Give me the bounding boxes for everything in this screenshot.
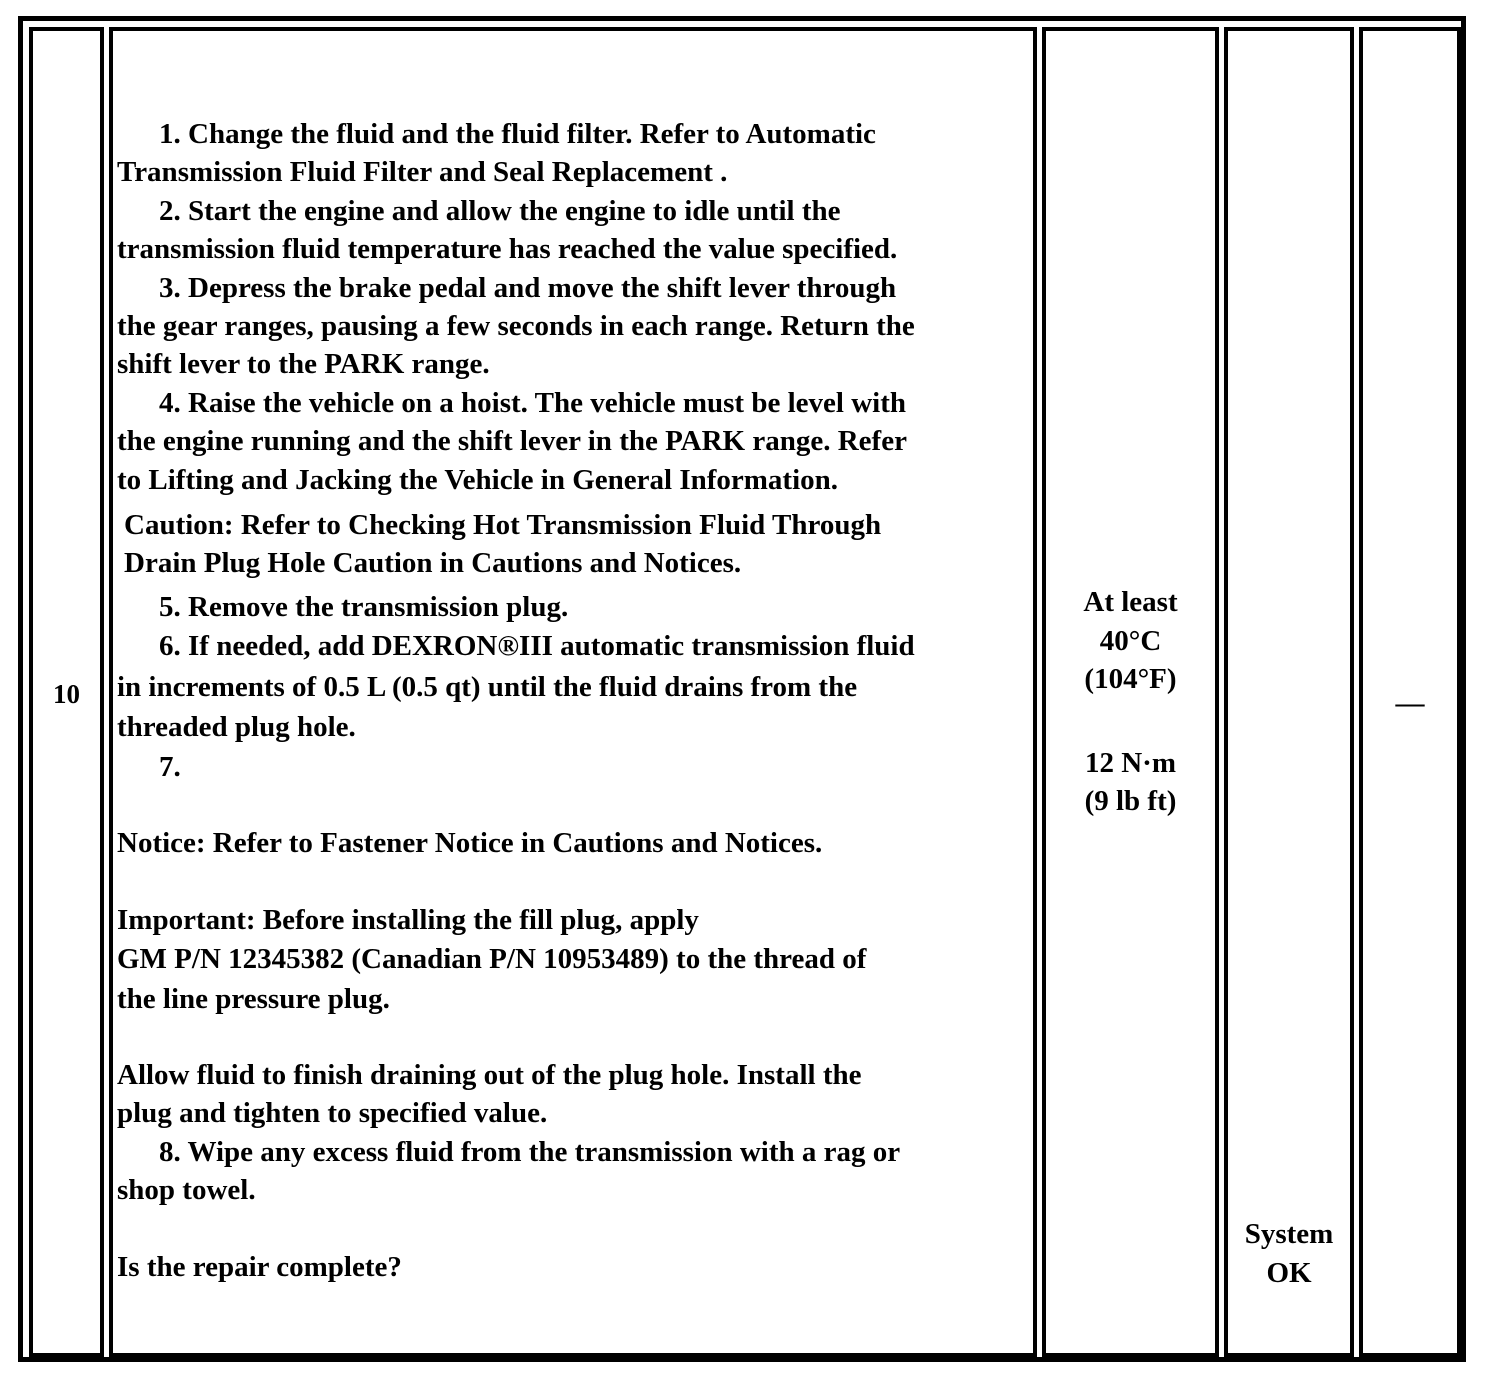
specified-values <box>1046 583 1215 821</box>
yes-result <box>1228 1215 1350 1292</box>
yes-result-line: OK <box>1266 1256 1312 1289</box>
step-column <box>29 27 104 1357</box>
temperature-value: At least <box>1083 586 1178 618</box>
action-column <box>109 27 1037 1357</box>
step-line: 6. If needed, add DEXRON®III automatic transmission fluid <box>159 630 915 663</box>
caution-line: Caution: Refer to Checking Hot Transmission Fluid Through <box>124 509 882 542</box>
step-line: the gear ranges, pausing a few seconds in each range. Return the <box>117 310 915 343</box>
caution-line: Drain Plug Hole Caution in Cautions and Notices. <box>124 547 742 580</box>
important-note: the line pressure plug. <box>117 982 390 1015</box>
important-note: Important: Before installing the fill plug, apply <box>117 903 699 936</box>
step-line: threaded plug hole. <box>117 711 356 744</box>
caution-note <box>117 506 1042 583</box>
notice-note: Notice: Refer to Fastener Notice in Cautions and Notices. <box>117 827 823 860</box>
step-line: 4. Raise the vehicle on a hoist. The vehicle must be level with <box>159 386 906 419</box>
step-line: 1. Change the fluid and the fluid filter. Refer to Automatic <box>159 118 876 150</box>
action-text <box>117 115 1042 1286</box>
step-line: Transmission Fluid Filter and Seal Replacement . <box>117 156 728 189</box>
important-note: GM P/N 12345382 (Canadian P/N 10953489) to the thread of <box>117 943 867 975</box>
step-line: plug and tighten to specified value. <box>117 1097 548 1130</box>
temperature-value: (104°F) <box>1084 663 1177 695</box>
step-line: shift lever to the PARK range. <box>117 348 490 381</box>
step-line: transmission fluid temperature has reached the value specified. <box>117 233 898 266</box>
step-line: Allow fluid to finish draining out of the plug hole. Install the <box>117 1058 862 1091</box>
torque-value: 12 N·m <box>1084 746 1177 779</box>
step-number: 10 <box>53 679 80 709</box>
yes-result-line: System <box>1244 1218 1334 1250</box>
step-line: the engine running and the shift lever in the PARK range. Refer <box>117 425 907 458</box>
step-line: shop towel. <box>117 1174 256 1207</box>
no-column <box>1359 27 1461 1357</box>
step-line: 8. Wipe any excess fluid from the transmission with a rag or <box>159 1135 901 1168</box>
temperature-value: 40°C <box>1099 624 1162 657</box>
question-line: Is the repair complete? <box>117 1250 402 1283</box>
step-line: 7. <box>159 750 181 783</box>
step-line: 3. Depress the brake pedal and move the shift lever through <box>159 271 897 304</box>
torque-value: (9 lb ft) <box>1084 785 1177 817</box>
no-result: — <box>1395 687 1425 719</box>
step-line: 5. Remove the transmission plug. <box>159 590 569 623</box>
step-line: in increments of 0.5 L (0.5 qt) until the fluid drains from the <box>117 670 858 703</box>
yes-column <box>1224 27 1354 1357</box>
step-line: to Lifting and Jacking the Vehicle in General Information. <box>117 463 839 496</box>
step-line: 2. Start the engine and allow the engine to idle until the <box>159 194 841 227</box>
values-column <box>1042 27 1219 1357</box>
diagnostic-table <box>18 16 1466 1362</box>
